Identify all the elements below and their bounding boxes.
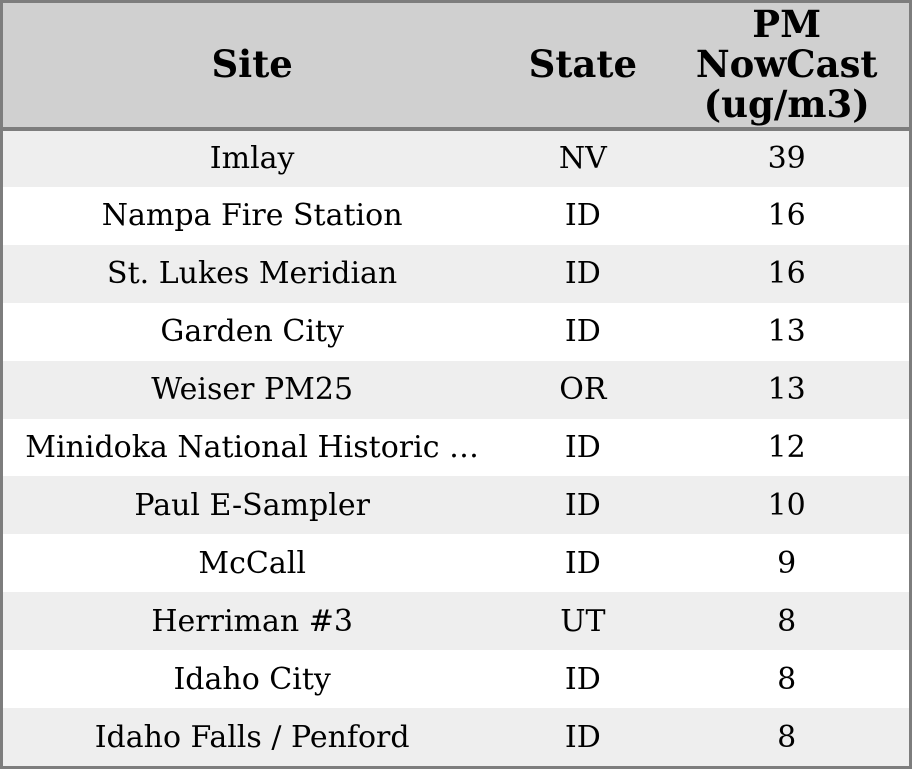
state-cell: ID: [564, 198, 601, 234]
pm-cell: 39: [767, 141, 806, 177]
state-cell: ID: [564, 661, 601, 697]
state-cell: ID: [564, 545, 601, 581]
table-row: [3, 708, 909, 766]
state-cell: ID: [564, 314, 601, 350]
table-row: [3, 592, 909, 650]
site-cell: Weiser PM25: [151, 372, 354, 408]
header-row: [3, 3, 909, 129]
pm-cell: 16: [767, 256, 806, 292]
state-cell: OR: [559, 372, 607, 408]
pm-header-line-1: PM: [752, 2, 822, 47]
state-cell: ID: [564, 719, 601, 755]
table-row: [3, 361, 909, 419]
site-cell: Herriman #3: [151, 603, 353, 639]
table-row: [3, 187, 909, 245]
pm-header-line-3: (ug/m3): [703, 81, 870, 126]
column-header-state[interactable]: State: [501, 3, 664, 129]
table-row: [3, 303, 909, 361]
sites-table: [3, 3, 909, 766]
column-header-pm-nowcast[interactable]: [664, 3, 909, 129]
table-row: [3, 245, 909, 303]
site-cell: St. Lukes Meridian: [107, 256, 398, 292]
site-cell: Imlay: [209, 141, 295, 177]
site-cell: Idaho Falls / Penford: [94, 719, 410, 755]
pm-cell: 10: [767, 487, 806, 523]
site-cell: Paul E-Sampler: [134, 487, 370, 523]
site-cell: Garden City: [160, 314, 344, 350]
pm-cell: 8: [777, 661, 797, 697]
state-cell: ID: [564, 429, 601, 465]
pm-cell: 13: [767, 372, 806, 408]
pm-cell: 8: [777, 719, 797, 755]
site-cell: McCall: [198, 545, 306, 581]
table-row: [3, 419, 909, 477]
table-row: [3, 534, 909, 592]
pm-cell: 13: [767, 314, 806, 350]
pm-cell: 12: [767, 429, 806, 465]
pm-header-line-2: NowCast: [695, 42, 878, 87]
table-row: [3, 650, 909, 708]
column-header-site[interactable]: Site: [3, 3, 501, 129]
table-row: [3, 476, 909, 534]
state-cell: NV: [558, 141, 607, 177]
pm-cell: 8: [777, 603, 797, 639]
pm-cell: 9: [777, 545, 797, 581]
site-cell: Nampa Fire Station: [101, 198, 403, 234]
state-cell: UT: [560, 603, 606, 639]
site-cell: Idaho City: [173, 661, 331, 697]
pm-cell: 16: [767, 198, 806, 234]
state-cell: ID: [564, 487, 601, 523]
state-cell: ID: [564, 256, 601, 292]
table-row: [3, 129, 909, 187]
site-cell: Minidoka National Historic …: [25, 429, 480, 465]
